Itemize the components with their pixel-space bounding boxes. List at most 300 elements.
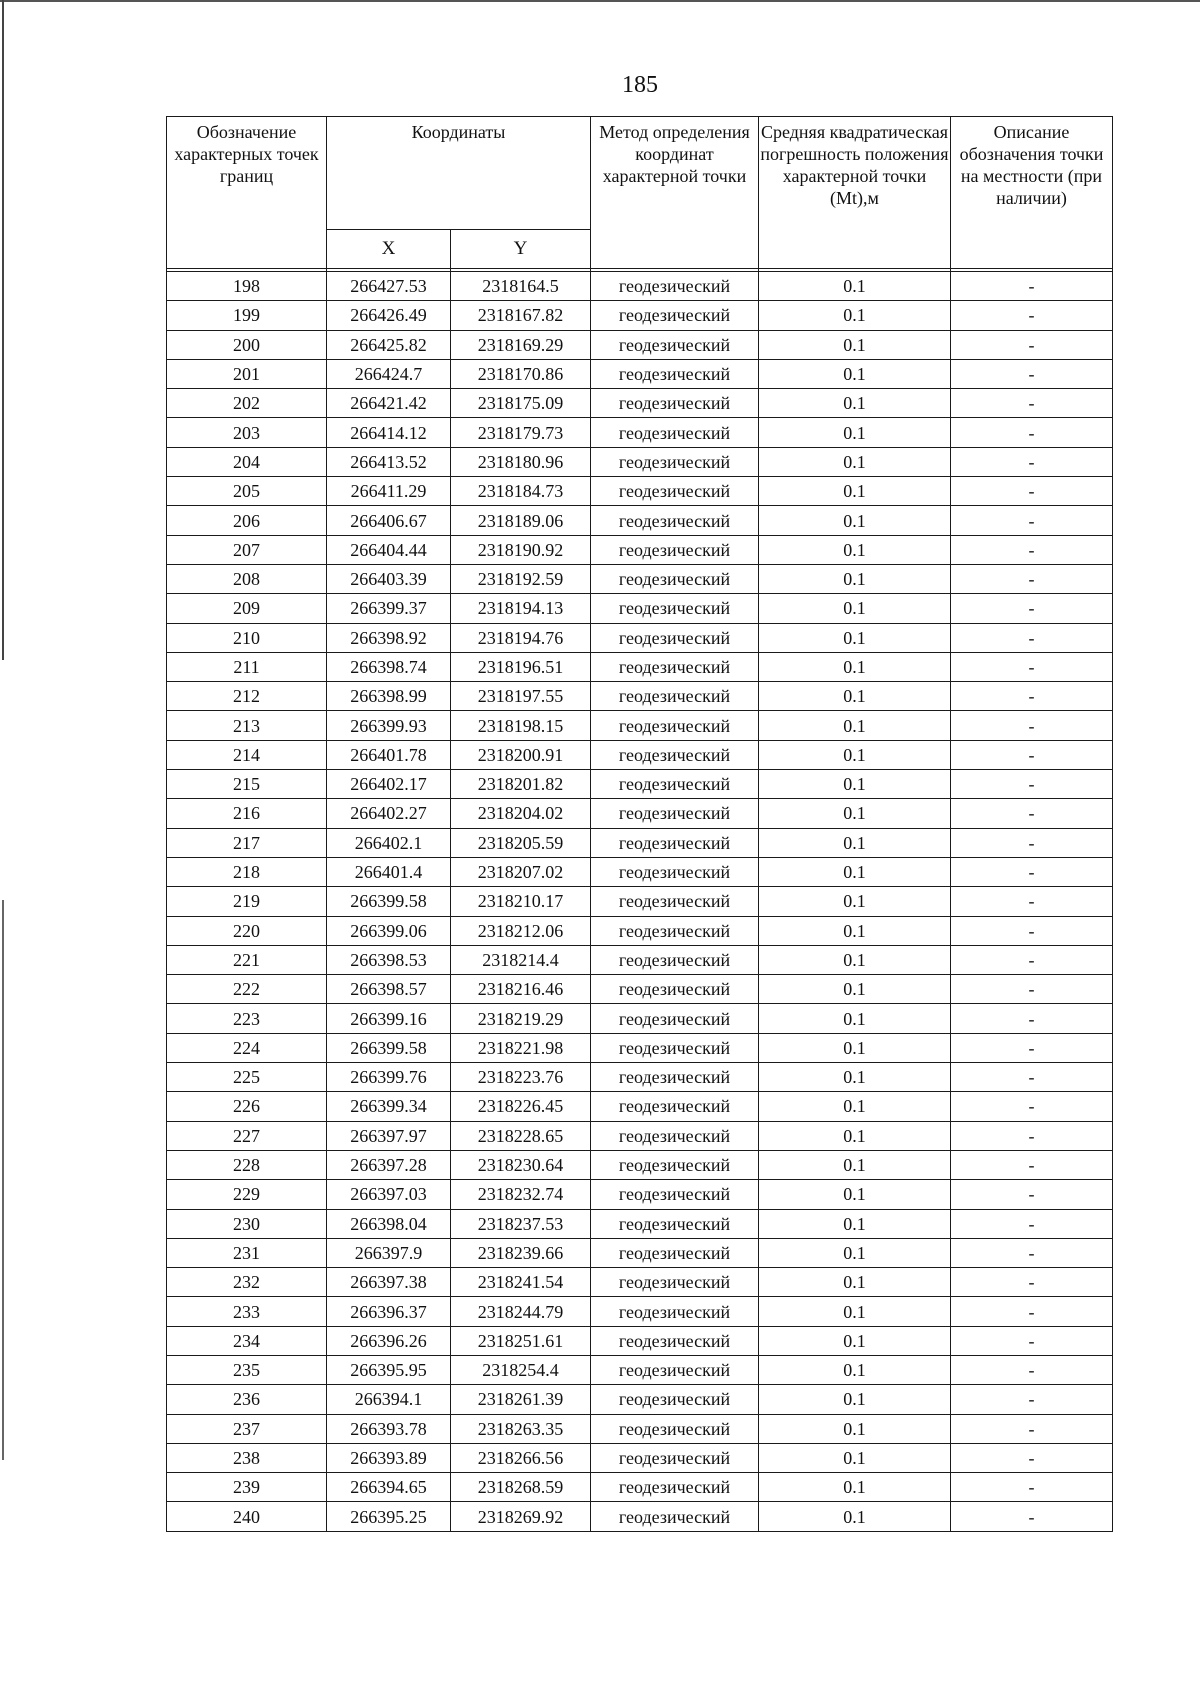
cell-error: 0.1: [759, 740, 951, 769]
header-point: Обозначение характерных точек границ: [167, 117, 327, 269]
cell-error: 0.1: [759, 1502, 951, 1531]
cell-method: геодезический: [591, 1004, 759, 1033]
table-row: [167, 623, 1113, 652]
cell-method: геодезический: [591, 359, 759, 388]
table-row: [167, 1385, 1113, 1414]
coordinates-table: [166, 116, 1113, 1532]
cell-description: -: [951, 1150, 1113, 1179]
table-row: [167, 330, 1113, 359]
table-row: [167, 535, 1113, 564]
cell-method: геодезический: [591, 828, 759, 857]
cell-point: 228: [167, 1150, 327, 1179]
cell-y: 2318228.65: [451, 1121, 591, 1150]
cell-x: 266399.58: [327, 887, 451, 916]
cell-x: 266395.95: [327, 1355, 451, 1384]
cell-description: -: [951, 857, 1113, 886]
cell-description: -: [951, 916, 1113, 945]
cell-y: 2318239.66: [451, 1238, 591, 1267]
cell-description: -: [951, 1385, 1113, 1414]
cell-error: 0.1: [759, 1238, 951, 1267]
table-row: [167, 740, 1113, 769]
cell-x: 266427.53: [327, 272, 451, 301]
cell-point: 217: [167, 828, 327, 857]
cell-y: 2318200.91: [451, 740, 591, 769]
cell-error: 0.1: [759, 506, 951, 535]
cell-description: -: [951, 1502, 1113, 1531]
cell-error: 0.1: [759, 652, 951, 681]
table-row: [167, 506, 1113, 535]
cell-method: геодезический: [591, 1502, 759, 1531]
cell-method: геодезический: [591, 1268, 759, 1297]
cell-method: геодезический: [591, 389, 759, 418]
cell-method: геодезический: [591, 711, 759, 740]
cell-description: -: [951, 418, 1113, 447]
cell-method: геодезический: [591, 652, 759, 681]
cell-point: 240: [167, 1502, 327, 1531]
header-error: Средняя квадратическая погрешность положения характерной точки (Mt),м: [759, 117, 951, 269]
cell-description: -: [951, 1443, 1113, 1472]
cell-point: 231: [167, 1238, 327, 1267]
cell-point: 205: [167, 477, 327, 506]
cell-description: -: [951, 301, 1113, 330]
cell-error: 0.1: [759, 1268, 951, 1297]
cell-point: 214: [167, 740, 327, 769]
cell-y: 2318237.53: [451, 1209, 591, 1238]
cell-method: геодезический: [591, 682, 759, 711]
cell-x: 266403.39: [327, 564, 451, 593]
cell-point: 238: [167, 1443, 327, 1472]
cell-method: геодезический: [591, 477, 759, 506]
cell-y: 2318189.06: [451, 506, 591, 535]
cell-x: 266402.1: [327, 828, 451, 857]
cell-point: 225: [167, 1063, 327, 1092]
cell-error: 0.1: [759, 857, 951, 886]
cell-y: 2318232.74: [451, 1180, 591, 1209]
cell-x: 266397.28: [327, 1150, 451, 1179]
cell-y: 2318210.17: [451, 887, 591, 916]
cell-description: -: [951, 1063, 1113, 1092]
cell-x: 266398.99: [327, 682, 451, 711]
cell-method: геодезический: [591, 1209, 759, 1238]
cell-description: -: [951, 1238, 1113, 1267]
cell-error: 0.1: [759, 1180, 951, 1209]
cell-description: -: [951, 330, 1113, 359]
cell-error: 0.1: [759, 799, 951, 828]
table-row: [167, 887, 1113, 916]
cell-error: 0.1: [759, 682, 951, 711]
table-body: [167, 269, 1113, 1532]
cell-y: 2318179.73: [451, 418, 591, 447]
cell-y: 2318241.54: [451, 1268, 591, 1297]
cell-y: 2318266.56: [451, 1443, 591, 1472]
cell-error: 0.1: [759, 916, 951, 945]
cell-error: 0.1: [759, 945, 951, 974]
cell-error: 0.1: [759, 535, 951, 564]
cell-description: -: [951, 1414, 1113, 1443]
cell-description: -: [951, 447, 1113, 476]
cell-x: 266396.26: [327, 1326, 451, 1355]
cell-error: 0.1: [759, 1414, 951, 1443]
cell-point: 234: [167, 1326, 327, 1355]
cell-point: 209: [167, 594, 327, 623]
cell-y: 2318201.82: [451, 770, 591, 799]
cell-x: 266398.57: [327, 975, 451, 1004]
table-row: [167, 1004, 1113, 1033]
cell-method: геодезический: [591, 418, 759, 447]
cell-error: 0.1: [759, 1473, 951, 1502]
cell-description: -: [951, 945, 1113, 974]
cell-point: 237: [167, 1414, 327, 1443]
cell-error: 0.1: [759, 770, 951, 799]
cell-point: 226: [167, 1092, 327, 1121]
table-row: [167, 1180, 1113, 1209]
cell-error: 0.1: [759, 447, 951, 476]
cell-error: 0.1: [759, 594, 951, 623]
cell-point: 239: [167, 1473, 327, 1502]
table-row: [167, 770, 1113, 799]
cell-y: 2318169.29: [451, 330, 591, 359]
cell-error: 0.1: [759, 828, 951, 857]
table-row: [167, 1414, 1113, 1443]
cell-x: 266394.65: [327, 1473, 451, 1502]
cell-method: геодезический: [591, 945, 759, 974]
cell-x: 266399.76: [327, 1063, 451, 1092]
cell-x: 266397.03: [327, 1180, 451, 1209]
cell-description: -: [951, 1473, 1113, 1502]
cell-y: 2318212.06: [451, 916, 591, 945]
cell-method: геодезический: [591, 916, 759, 945]
cell-method: геодезический: [591, 1150, 759, 1179]
table-row: [167, 711, 1113, 740]
cell-x: 266402.27: [327, 799, 451, 828]
cell-x: 266399.06: [327, 916, 451, 945]
table-row: [167, 272, 1113, 301]
cell-y: 2318214.4: [451, 945, 591, 974]
cell-y: 2318170.86: [451, 359, 591, 388]
cell-y: 2318207.02: [451, 857, 591, 886]
cell-x: 266426.49: [327, 301, 451, 330]
cell-description: -: [951, 594, 1113, 623]
cell-y: 2318268.59: [451, 1473, 591, 1502]
cell-y: 2318254.4: [451, 1355, 591, 1384]
cell-description: -: [951, 1268, 1113, 1297]
cell-description: -: [951, 1355, 1113, 1384]
cell-x: 266401.78: [327, 740, 451, 769]
table-row: [167, 975, 1113, 1004]
cell-description: -: [951, 1209, 1113, 1238]
cell-y: 2318190.92: [451, 535, 591, 564]
cell-point: 221: [167, 945, 327, 974]
table-row: [167, 1121, 1113, 1150]
cell-description: -: [951, 1004, 1113, 1033]
cell-description: -: [951, 1297, 1113, 1326]
cell-y: 2318197.55: [451, 682, 591, 711]
cell-method: геодезический: [591, 1033, 759, 1062]
cell-x: 266399.37: [327, 594, 451, 623]
cell-point: 207: [167, 535, 327, 564]
cell-point: 211: [167, 652, 327, 681]
cell-description: -: [951, 477, 1113, 506]
cell-method: геодезический: [591, 272, 759, 301]
cell-method: геодезический: [591, 1297, 759, 1326]
cell-error: 0.1: [759, 330, 951, 359]
cell-y: 2318194.76: [451, 623, 591, 652]
table-row: [167, 945, 1113, 974]
table-row: [167, 857, 1113, 886]
table-row: [167, 359, 1113, 388]
cell-point: 235: [167, 1355, 327, 1384]
cell-error: 0.1: [759, 1443, 951, 1472]
cell-method: геодезический: [591, 1180, 759, 1209]
cell-description: -: [951, 535, 1113, 564]
cell-point: 212: [167, 682, 327, 711]
cell-point: 227: [167, 1121, 327, 1150]
cell-y: 2318244.79: [451, 1297, 591, 1326]
cell-error: 0.1: [759, 1326, 951, 1355]
cell-method: геодезический: [591, 887, 759, 916]
table-row: [167, 477, 1113, 506]
cell-error: 0.1: [759, 887, 951, 916]
cell-description: -: [951, 975, 1113, 1004]
cell-point: 236: [167, 1385, 327, 1414]
table-row: [167, 389, 1113, 418]
cell-x: 266395.25: [327, 1502, 451, 1531]
cell-x: 266398.92: [327, 623, 451, 652]
cell-error: 0.1: [759, 623, 951, 652]
cell-description: -: [951, 564, 1113, 593]
table-row: [167, 799, 1113, 828]
cell-x: 266398.74: [327, 652, 451, 681]
cell-description: -: [951, 1033, 1113, 1062]
cell-point: 216: [167, 799, 327, 828]
cell-method: геодезический: [591, 594, 759, 623]
cell-y: 2318263.35: [451, 1414, 591, 1443]
table-row: [167, 916, 1113, 945]
table-row: [167, 652, 1113, 681]
cell-x: 266404.44: [327, 535, 451, 564]
cell-x: 266399.16: [327, 1004, 451, 1033]
table-row: [167, 594, 1113, 623]
cell-x: 266397.97: [327, 1121, 451, 1150]
cell-description: -: [951, 770, 1113, 799]
table-row: [167, 1238, 1113, 1267]
scan-border-top: [0, 0, 1200, 2]
cell-description: -: [951, 1092, 1113, 1121]
cell-x: 266425.82: [327, 330, 451, 359]
cell-point: 215: [167, 770, 327, 799]
page-number: 185: [622, 72, 658, 98]
cell-description: -: [951, 799, 1113, 828]
cell-y: 2318216.46: [451, 975, 591, 1004]
cell-error: 0.1: [759, 975, 951, 1004]
cell-x: 266402.17: [327, 770, 451, 799]
cell-x: 266399.93: [327, 711, 451, 740]
cell-point: 202: [167, 389, 327, 418]
cell-error: 0.1: [759, 272, 951, 301]
table-row: [167, 1092, 1113, 1121]
cell-method: геодезический: [591, 535, 759, 564]
cell-method: геодезический: [591, 740, 759, 769]
cell-y: 2318194.13: [451, 594, 591, 623]
cell-method: геодезический: [591, 1092, 759, 1121]
cell-y: 2318205.59: [451, 828, 591, 857]
cell-error: 0.1: [759, 1297, 951, 1326]
cell-method: геодезический: [591, 1063, 759, 1092]
cell-x: 266414.12: [327, 418, 451, 447]
cell-method: геодезический: [591, 330, 759, 359]
cell-x: 266393.78: [327, 1414, 451, 1443]
cell-y: 2318261.39: [451, 1385, 591, 1414]
cell-x: 266397.9: [327, 1238, 451, 1267]
cell-x: 266397.38: [327, 1268, 451, 1297]
cell-point: 201: [167, 359, 327, 388]
table-row: [167, 447, 1113, 476]
cell-description: -: [951, 711, 1113, 740]
cell-error: 0.1: [759, 389, 951, 418]
table-row: [167, 1033, 1113, 1062]
cell-error: 0.1: [759, 1004, 951, 1033]
cell-y: 2318198.15: [451, 711, 591, 740]
cell-y: 2318196.51: [451, 652, 591, 681]
cell-x: 266394.1: [327, 1385, 451, 1414]
cell-method: геодезический: [591, 1326, 759, 1355]
cell-method: геодезический: [591, 857, 759, 886]
table-row: [167, 1326, 1113, 1355]
cell-description: -: [951, 1180, 1113, 1209]
cell-point: 213: [167, 711, 327, 740]
cell-point: 229: [167, 1180, 327, 1209]
cell-point: 230: [167, 1209, 327, 1238]
cell-description: -: [951, 272, 1113, 301]
cell-y: 2318226.45: [451, 1092, 591, 1121]
table-row: [167, 301, 1113, 330]
cell-y: 2318221.98: [451, 1033, 591, 1062]
cell-method: геодезический: [591, 799, 759, 828]
cell-error: 0.1: [759, 359, 951, 388]
cell-x: 266393.89: [327, 1443, 451, 1472]
cell-description: -: [951, 359, 1113, 388]
table-row: [167, 828, 1113, 857]
table-row: [167, 1443, 1113, 1472]
cell-error: 0.1: [759, 1033, 951, 1062]
cell-point: 204: [167, 447, 327, 476]
cell-method: геодезический: [591, 1473, 759, 1502]
cell-description: -: [951, 1121, 1113, 1150]
cell-error: 0.1: [759, 711, 951, 740]
cell-x: 266398.04: [327, 1209, 451, 1238]
cell-description: -: [951, 506, 1113, 535]
cell-point: 210: [167, 623, 327, 652]
cell-method: геодезический: [591, 1238, 759, 1267]
table-row: [167, 1063, 1113, 1092]
cell-x: 266399.58: [327, 1033, 451, 1062]
cell-point: 219: [167, 887, 327, 916]
cell-method: геодезический: [591, 975, 759, 1004]
cell-y: 2318230.64: [451, 1150, 591, 1179]
cell-y: 2318223.76: [451, 1063, 591, 1092]
table-row: [167, 1473, 1113, 1502]
cell-y: 2318219.29: [451, 1004, 591, 1033]
cell-error: 0.1: [759, 1209, 951, 1238]
header-x: X: [327, 230, 451, 269]
cell-error: 0.1: [759, 1121, 951, 1150]
header-coordinates: Координаты: [327, 117, 591, 230]
cell-method: геодезический: [591, 1443, 759, 1472]
table-row: [167, 564, 1113, 593]
cell-error: 0.1: [759, 1092, 951, 1121]
cell-method: геодезический: [591, 770, 759, 799]
cell-point: 224: [167, 1033, 327, 1062]
cell-point: 222: [167, 975, 327, 1004]
cell-method: геодезический: [591, 623, 759, 652]
cell-x: 266398.53: [327, 945, 451, 974]
cell-description: -: [951, 623, 1113, 652]
table-row: [167, 1297, 1113, 1326]
cell-point: 200: [167, 330, 327, 359]
cell-description: -: [951, 828, 1113, 857]
cell-point: 203: [167, 418, 327, 447]
cell-method: геодезический: [591, 1414, 759, 1443]
cell-method: геодезический: [591, 447, 759, 476]
table-row: [167, 682, 1113, 711]
cell-point: 232: [167, 1268, 327, 1297]
cell-x: 266413.52: [327, 447, 451, 476]
cell-error: 0.1: [759, 1385, 951, 1414]
cell-y: 2318251.61: [451, 1326, 591, 1355]
header-description: Описание обозначения точки на местности (при наличии): [951, 117, 1113, 269]
cell-x: 266401.4: [327, 857, 451, 886]
cell-x: 266424.7: [327, 359, 451, 388]
table-row: [167, 418, 1113, 447]
cell-error: 0.1: [759, 1063, 951, 1092]
cell-method: геодезический: [591, 506, 759, 535]
cell-point: 218: [167, 857, 327, 886]
cell-method: геодезический: [591, 1121, 759, 1150]
cell-point: 198: [167, 272, 327, 301]
table-row: [167, 1355, 1113, 1384]
table-header: [167, 117, 1113, 269]
cell-description: -: [951, 887, 1113, 916]
cell-point: 206: [167, 506, 327, 535]
cell-y: 2318175.09: [451, 389, 591, 418]
cell-y: 2318167.82: [451, 301, 591, 330]
table-row: [167, 1209, 1113, 1238]
header-method: Метод определения координат характерной точки: [591, 117, 759, 269]
cell-error: 0.1: [759, 418, 951, 447]
cell-x: 266406.67: [327, 506, 451, 535]
cell-point: 208: [167, 564, 327, 593]
cell-method: геодезический: [591, 1355, 759, 1384]
cell-y: 2318164.5: [451, 272, 591, 301]
header-y: Y: [451, 230, 591, 269]
cell-x: 266396.37: [327, 1297, 451, 1326]
cell-method: геодезический: [591, 1385, 759, 1414]
scan-border-left: [2, 0, 4, 660]
cell-y: 2318184.73: [451, 477, 591, 506]
cell-description: -: [951, 740, 1113, 769]
cell-description: -: [951, 389, 1113, 418]
table-row: [167, 1268, 1113, 1297]
cell-error: 0.1: [759, 1355, 951, 1384]
cell-description: -: [951, 1326, 1113, 1355]
table-row: [167, 1150, 1113, 1179]
cell-point: 199: [167, 301, 327, 330]
cell-y: 2318180.96: [451, 447, 591, 476]
cell-x: 266399.34: [327, 1092, 451, 1121]
cell-y: 2318192.59: [451, 564, 591, 593]
cell-method: геодезический: [591, 564, 759, 593]
cell-x: 266421.42: [327, 389, 451, 418]
